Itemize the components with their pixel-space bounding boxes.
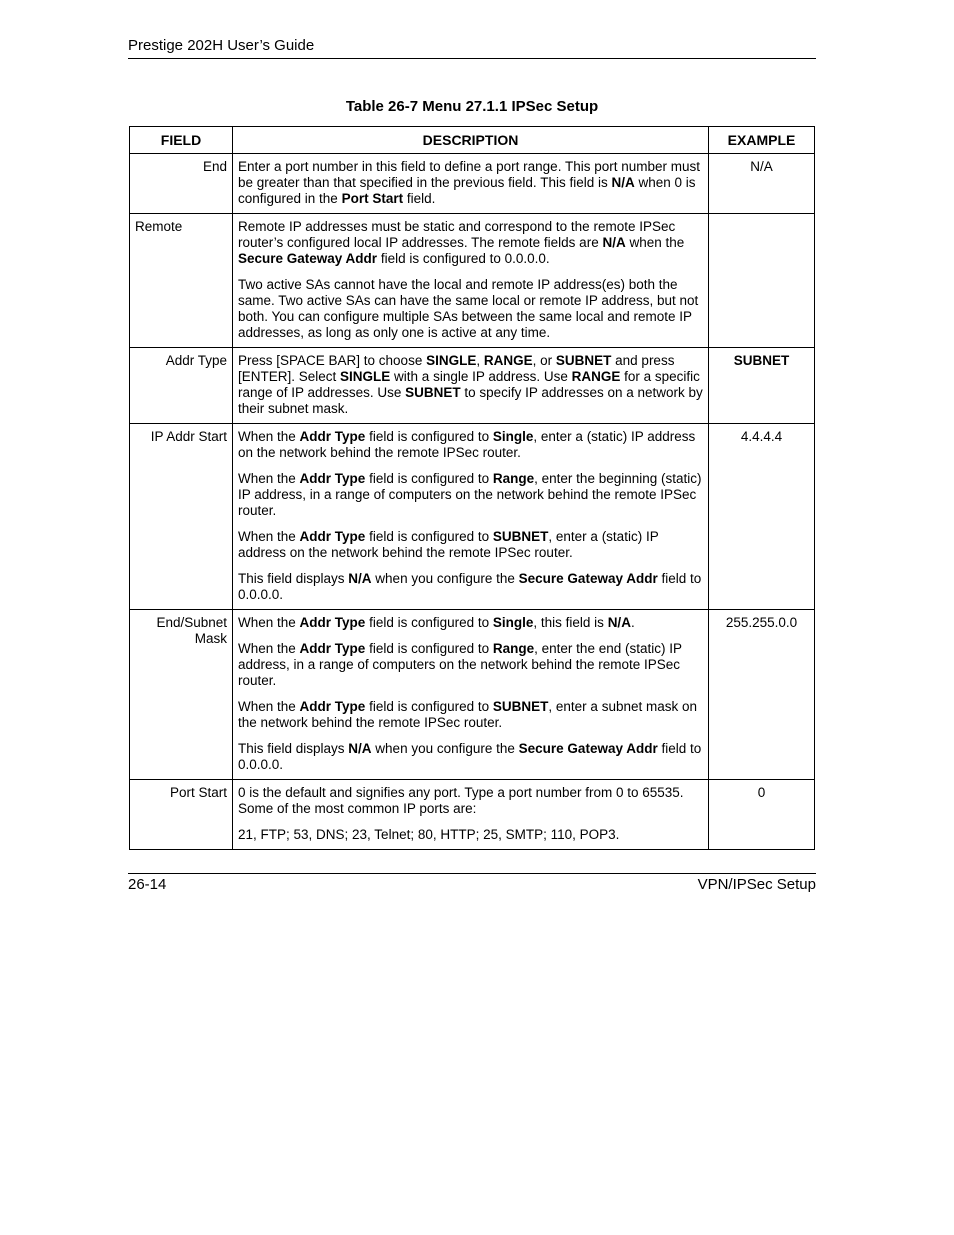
column-header-description: DESCRIPTION	[233, 127, 709, 154]
description-paragraph: Press [SPACE BAR] to choose SINGLE, RANGE, or SUBNET and press [ENTER]. Select SINGLE with a single IP address. Use RANGE for a specific range of IP addresses. Use SUBNET to specify IP addresses on a network by their subnet mask.	[238, 353, 703, 416]
field-description	[233, 610, 709, 780]
field-name: End/Subnet Mask	[130, 610, 233, 780]
field-name: End	[130, 154, 233, 214]
field-name: Addr Type	[130, 348, 233, 424]
field-example: 0	[709, 780, 815, 850]
table-row	[130, 154, 815, 214]
description-paragraph: When the Addr Type field is configured to Single, this field is N/A.	[238, 615, 635, 630]
description-paragraph: Remote IP addresses must be static and correspond to the remote IPSec router’s configured local IP addresses. The remote fields are N/A when the Secure Gateway Addr field is configured to 0.0.0.0.	[238, 219, 685, 266]
page-number: 26-14	[128, 876, 167, 893]
description-paragraph: 21, FTP; 53, DNS; 23, Telnet; 80, HTTP; 25, SMTP; 110, POP3.	[238, 827, 620, 842]
table-header-row	[130, 127, 815, 154]
field-name: Remote	[130, 214, 233, 348]
column-header-example: EXAMPLE	[709, 127, 815, 154]
field-description	[233, 348, 709, 424]
field-example: 255.255.0.0	[709, 610, 815, 780]
page-footer	[128, 873, 816, 898]
field-name: IP Addr Start	[130, 424, 233, 610]
description-paragraph: This field displays N/A when you configure the Secure Gateway Addr field to 0.0.0.0.	[238, 571, 702, 602]
field-example: SUBNET	[709, 348, 815, 424]
page-header	[128, 37, 816, 59]
description-paragraph: This field displays N/A when you configure the Secure Gateway Addr field to 0.0.0.0.	[238, 741, 702, 772]
description-paragraph: Enter a port number in this field to define a port range. This port number must be greater than that specified in the previous field. This field is N/A when 0 is configured in the Port Start field.	[238, 159, 700, 206]
description-paragraph: When the Addr Type field is configured to SUBNET, enter a subnet mask on the network behind the remote IPSec router.	[238, 699, 697, 730]
description-paragraph: When the Addr Type field is configured to SUBNET, enter a (static) IP address on the network behind the remote IPSec router.	[238, 529, 659, 560]
field-example: N/A	[709, 154, 815, 214]
field-example: 4.4.4.4	[709, 424, 815, 610]
column-header-field: FIELD	[130, 127, 233, 154]
field-description	[233, 214, 709, 348]
field-description	[233, 780, 709, 850]
description-paragraph: When the Addr Type field is configured to Range, enter the beginning (static) IP address, in a range of computers on the network behind the remote IPSec router.	[238, 471, 702, 518]
table-row	[130, 424, 815, 610]
description-paragraph: When the Addr Type field is configured to Range, enter the end (static) IP address, in a range of computers on the network behind the remote IPSec router.	[238, 641, 682, 688]
description-paragraph: 0 is the default and signifies any port. Type a port number from 0 to 65535. Some of the most common IP ports are:	[238, 785, 684, 816]
description-paragraph: Two active SAs cannot have the local and remote IP address(es) both the same. Two active SAs can have the same local or remote IP address, but not both. You can configure multiple SAs between the same local and remote IP addresses, as long as only one is active at any time.	[238, 277, 699, 340]
header-title: Prestige 202H User’s Guide	[128, 37, 315, 54]
table-row	[130, 348, 815, 424]
section-name: VPN/IPSec Setup	[697, 876, 816, 893]
table-row	[130, 610, 815, 780]
field-description	[233, 154, 709, 214]
field-name: Port Start	[130, 780, 233, 850]
field-description	[233, 424, 709, 610]
description-paragraph: When the Addr Type field is configured to Single, enter a (static) IP address on the network behind the remote IPSec router.	[238, 429, 696, 460]
ipsec-setup-table	[129, 126, 815, 850]
table-row	[130, 214, 815, 348]
table-row	[130, 780, 815, 850]
field-example	[709, 214, 815, 348]
table-title: Table 26-7 Menu 27.1.1 IPSec Setup	[345, 98, 599, 115]
